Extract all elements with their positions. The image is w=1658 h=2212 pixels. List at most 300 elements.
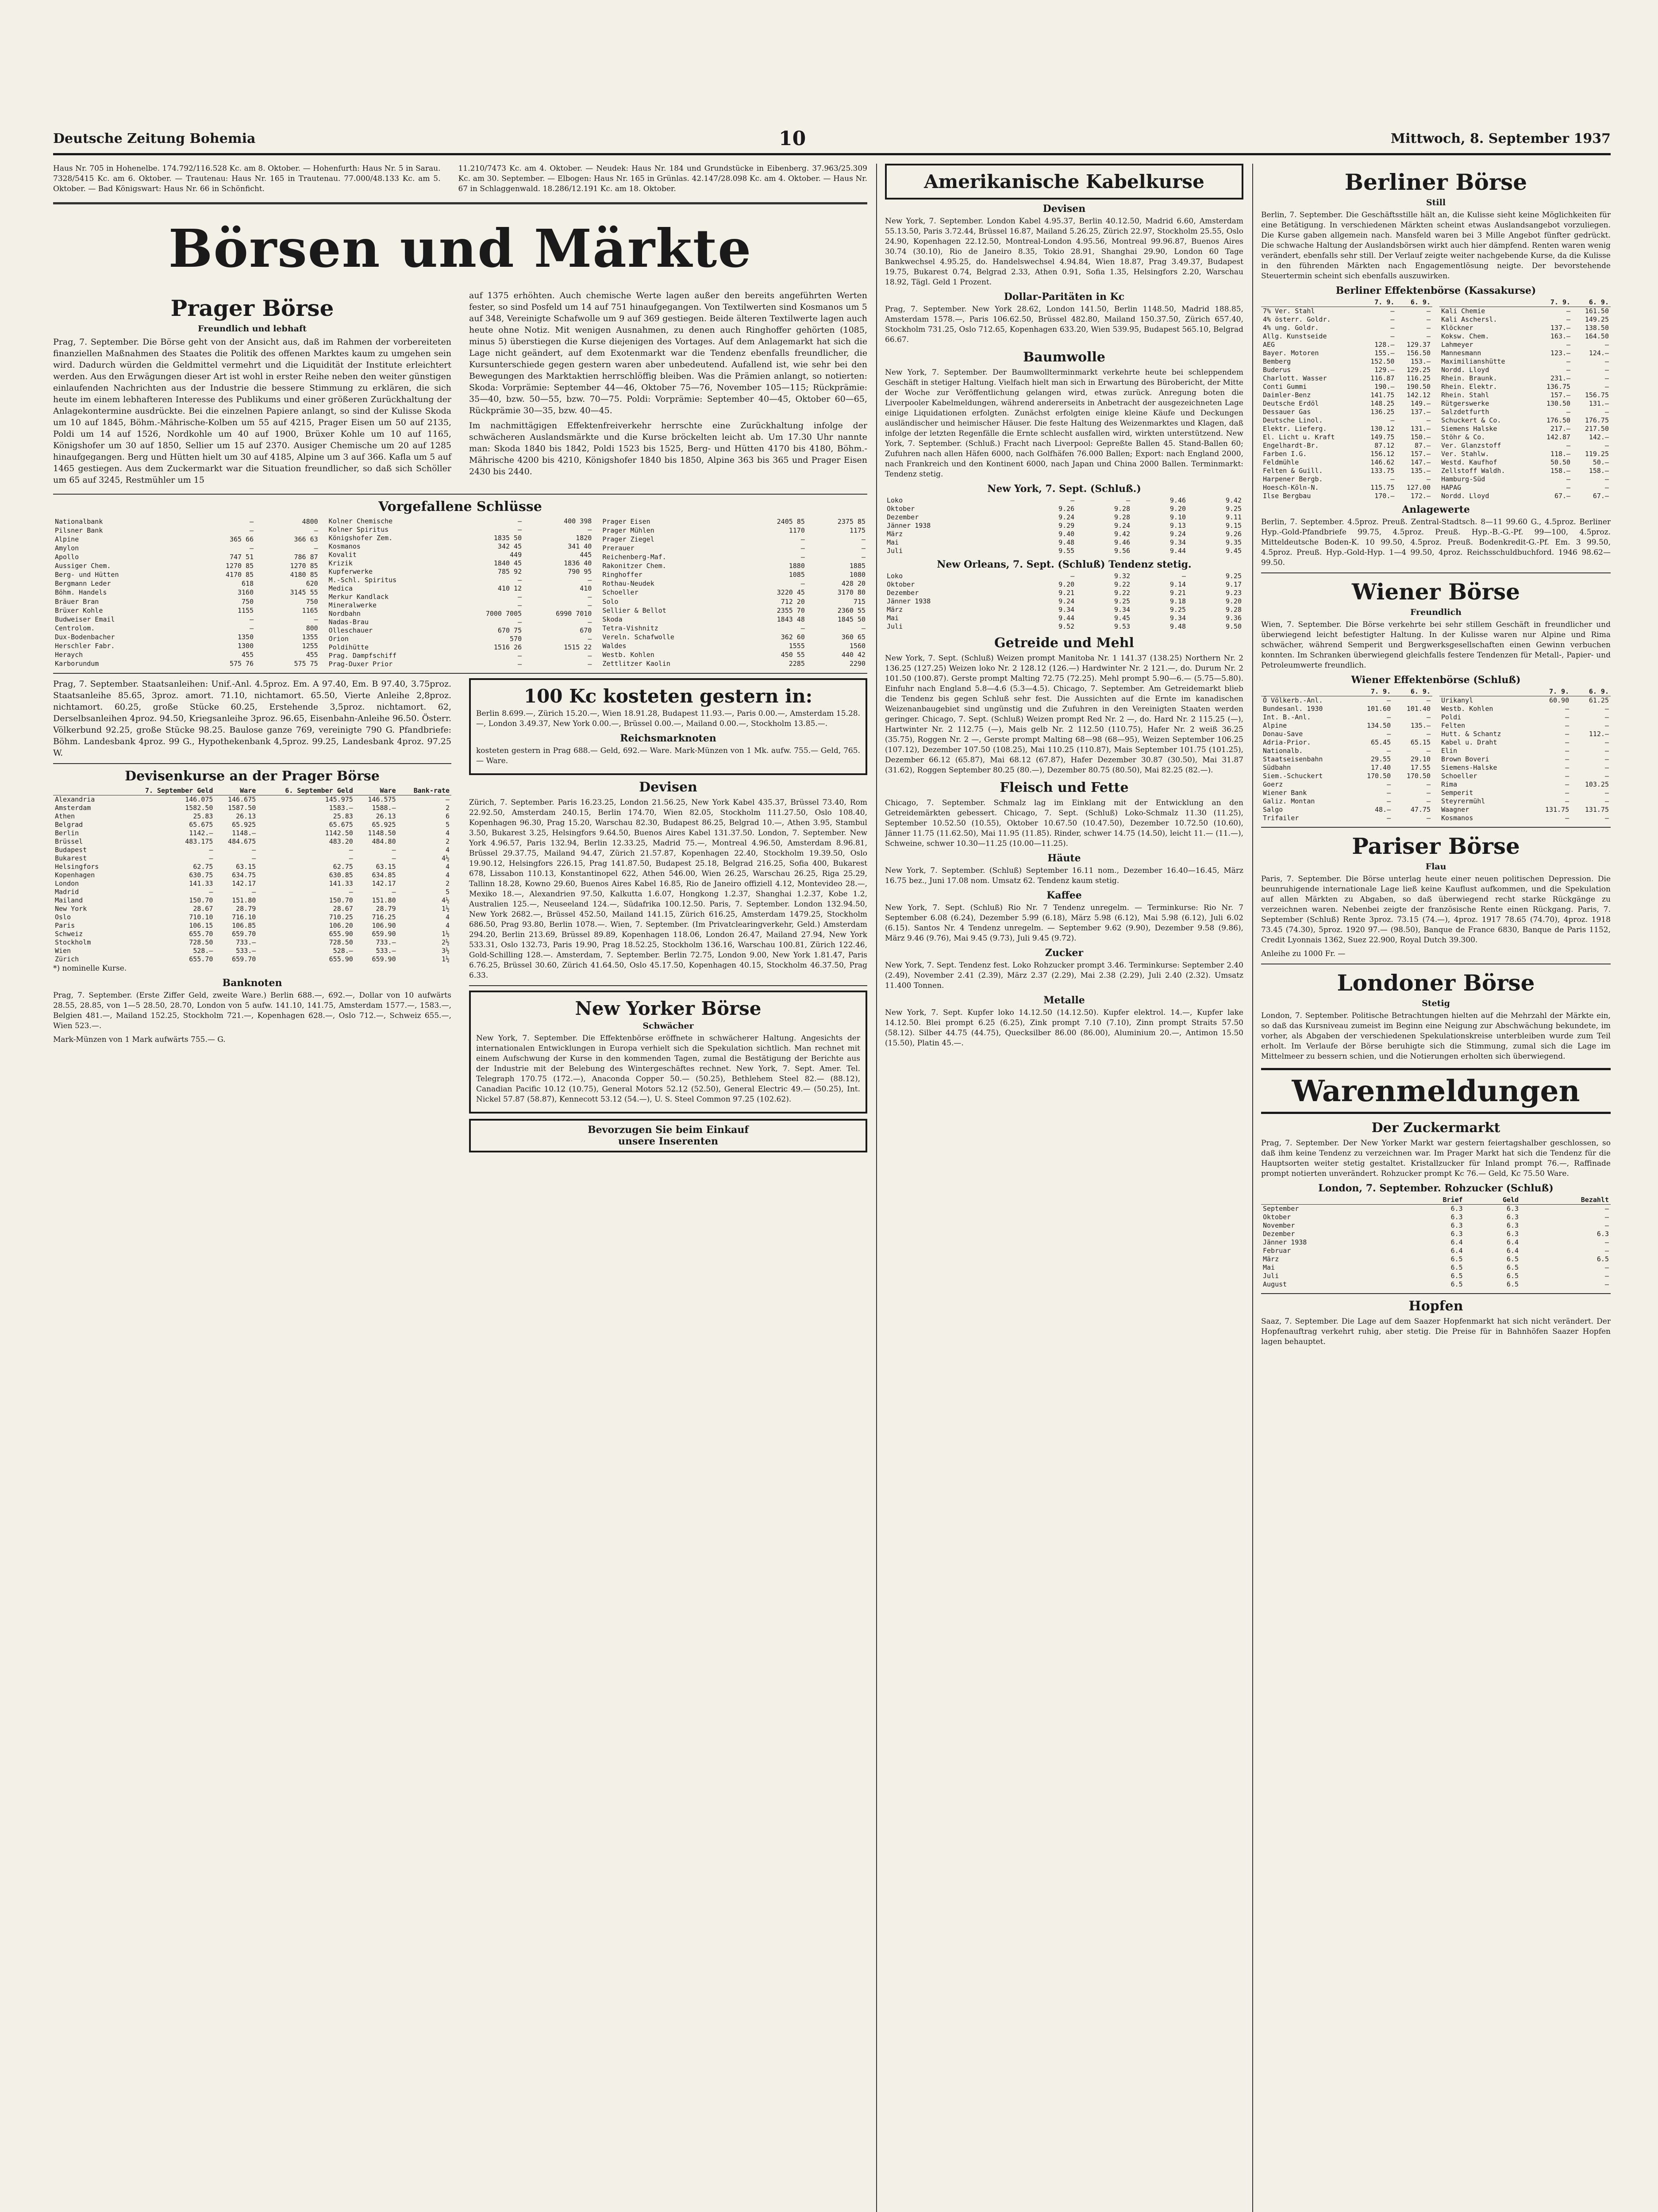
- table-cell: 4½: [441, 854, 450, 862]
- closed-deals-tables: [53, 517, 867, 668]
- table-cell: —: [1604, 475, 1609, 483]
- table-cell: —: [588, 660, 592, 668]
- table-cell: 9.25: [1114, 597, 1131, 605]
- cable-devisen-text: New York, 7. September. London Kabel 4.95.37, Berlin 40.12.50, Madrid 6.60, Amsterdam 55.13.50, Paris 3.72.44, Brüssel 16.87, Mailand 5.26.25, Zürich 22.97, Stockholm 25.55, Oslo 24.90, Kopenhagen 22.12.50, Montreal-London 4.95.56, Montreal 99.96.87, Buenos Aires 30.74 (30.10), Rio de Janeiro 8.35, Tokio 28.91, Shanghai 29.90, London 60 Tage Bankwechsel 4.95.25, do. Handelswechsel 4.94.84, Wien 18.87, Prag 3.49.37, Budapest 19.75, Bukarest 0.74, Belgrad 2.33, Athen 0.91, Sofia 1.35, Helsingfors 2.20, Warschau 18.92, Tägl. Geld 1 Prozent.: [885, 217, 1243, 287]
- berlin-subtitle: Still: [1426, 198, 1446, 207]
- table-cell: 157.—: [1550, 391, 1571, 399]
- table-cell: Goerz: [1263, 780, 1283, 788]
- table-cell: Karborundum: [55, 660, 99, 668]
- hides-text: New York, 7. September. (Schluß) September 16.11 nom., Dezember 16.40—16.45, März 16.75 bez., Juni 17.08 nom. Umsatz 62. Tendenz kaum stetig.: [885, 866, 1243, 885]
- table-cell: 17.40: [1370, 764, 1391, 772]
- currency-table: [53, 787, 451, 964]
- table-cell: —: [445, 795, 450, 803]
- table-cell: Schoeller: [602, 588, 639, 597]
- vienna-table-left: [1261, 687, 1432, 822]
- table-cell: 149.75: [1370, 433, 1395, 441]
- table-cell: —: [1565, 747, 1570, 755]
- table-cell: Harpener Bergb.: [1263, 475, 1323, 483]
- table-cell: 747 51: [229, 553, 254, 561]
- hides-title: Häute: [1047, 853, 1081, 864]
- table-cell: 1½: [441, 930, 450, 938]
- table-row: [1261, 1280, 1611, 1289]
- table-cell: —: [1426, 713, 1431, 721]
- table-cell: Int. B.-Anl.: [1263, 713, 1311, 721]
- table-cell: Steyrermühl: [1441, 797, 1485, 805]
- table-row: [1261, 458, 1432, 467]
- table-cell: 28.79: [236, 905, 256, 913]
- table-cell: —: [1565, 755, 1570, 763]
- cable-box: [885, 164, 1243, 200]
- table-cell: New York: [55, 905, 87, 913]
- table-cell: Amylon: [55, 544, 79, 552]
- table-cell: —: [392, 846, 396, 854]
- table-cell: —: [1604, 738, 1609, 746]
- table-cell: 4: [445, 871, 450, 879]
- coffee-text: New York, 7. Sept. (Schluß) Rio Nr. 7 Tendenz unregelm. — Terminkurse: Rio Nr. 7 September 6.08 (6.24), Dezember 5.99 (6.18), März 5.98 (6.12), Mai 5.98 (6.12), Juli 6.02 (6.15). Santos Nr. 4 Tendenz unregelm. — September 9.62 (9.90), Dezember 9.58 (9.86), März 9.46 (9.76), Mai 9.45 (9.73), Juli 9.45 (9.72).: [885, 903, 1243, 943]
- table-row: [53, 922, 451, 930]
- table-cell: 135.—: [1410, 467, 1431, 475]
- reichsmark-title: Reichsmarknoten: [620, 733, 716, 744]
- table-row: [53, 913, 451, 922]
- table-cell: —: [250, 615, 254, 623]
- table-row: [1261, 467, 1432, 475]
- currency-note: *) nominelle Kurse.: [53, 964, 127, 973]
- table-row: [1261, 442, 1432, 450]
- table-row: [885, 530, 1243, 538]
- table-cell: 164.50: [1585, 332, 1609, 340]
- table-header-row: [1439, 687, 1611, 696]
- table-cell: —: [1182, 572, 1186, 580]
- berlin-kassa-left: [1261, 298, 1432, 500]
- table-cell: —: [1565, 814, 1570, 822]
- prague-text-1: Prag, 7. September. Die Börse geht von der Ansicht aus, daß im Rahmen der vorbereiteten finanziellen Maßnahmen des Staates die Politik des offenen Marktes kaum zu umgehen sein wird. Dadurch würden die Geldmittel vermehrt und die Liquidität der Institute erleichtert werden. Aus den Erwägungen dieser Art ist wohl in erster Reihe neben den weiter günstigen einlaufenden Nachrichten aus der Industrie die bessere Stimmung zu erklären, die sich heute im einem lebhafteren Interesse des Publikums und einer größeren Zurückhaltung der Anlagekontermine ausdrückte. Bei die einzelnen Papiere anlangt, so sind der Kulisse Skoda um 10 auf 1845, Böhm.-Mährische-Kolben um 55 auf 4215, Prager Eisen um 50 auf 2135, Poldi um 14 auf 1526, Nordkohle um 40 auf 1900, Brüxer Kohle um 10 auf 1165, Königshofer um 30 auf 1850, Sellier um 15 auf 2370. Ausiger Chemische um 20 auf 1285 hinaufgegangen. Berg und Hütten hielt um 30 auf 4185, Alpine um 3 auf 366. Kafla um 5 auf 1465 gestiegen. Aus dem Zuckermarkt war die Situation freundlicher, so daß sich Schöller um 65 auf 3245, Restmühler um 15: [53, 337, 451, 485]
- cotton-ny-table: [885, 496, 1243, 555]
- table-cell: 158.—: [1550, 467, 1571, 475]
- paris-text: Paris, 7. September. Die Börse unterlag heute einer neuen politischen Depression. Die beunruhigende internationale Lage ließ keine Kauflust aufkommen, und die Spekulation auf allen Märkten zu Abgaben, so daß überwiegend recht starke Rückgänge zu verzeichnen waren. Nebenbei zeigte der französische Rente einen Rückgang. Paris, 7. September (Schluß) Rente 3proz. 73.15 (74.—), 4proz. 1917 78.65 (74.70), 4proz. 1918 73.45 (74.30), 5proz. 1920 97.— (98.50), Banque de France 6830, Banque de Paris 1152, Credit Lyonnais 1362, Suez 22.900, Royal Dutch 39.300.: [1261, 875, 1611, 945]
- table-cell: 9.40: [1058, 530, 1075, 538]
- table-cell: Klöckner: [1441, 324, 1473, 332]
- table-row: [600, 615, 867, 624]
- table-cell: 142.17: [372, 879, 396, 887]
- table-cell: Koksw. Chem.: [1441, 332, 1489, 340]
- table-cell: —: [1126, 496, 1131, 504]
- table-cell: 152.50: [1370, 357, 1395, 365]
- table-cell: Ringhoffer: [602, 571, 642, 579]
- table-cell: 365 66: [229, 535, 254, 543]
- table-cell: Kosmanos: [1441, 814, 1473, 822]
- table-cell: —: [252, 846, 256, 854]
- table-cell: —: [1565, 789, 1570, 797]
- table-cell: 6.5: [1506, 1255, 1519, 1263]
- table-cell: Berg- und Hütten: [55, 571, 119, 579]
- table-cell: Kabel u. Draht: [1441, 738, 1497, 746]
- mark-coins-text: Mark-Münzen von 1 Mark aufwärts 755.— G.: [53, 1035, 226, 1044]
- table-cell: —: [1426, 797, 1431, 805]
- table-cell: 101.60: [1366, 705, 1391, 713]
- table-cell: Semperit: [1441, 789, 1473, 797]
- table-cell: 146.575: [368, 795, 396, 803]
- table-cell: —: [1426, 332, 1431, 340]
- table-header-cell: 6. 9.: [1396, 298, 1432, 307]
- table-cell: 362 60: [781, 633, 805, 641]
- prague-section: [53, 290, 867, 489]
- table-cell: 9.24: [1058, 513, 1075, 521]
- grain-text: New York, 7. Sept. (Schluß) Weizen prompt Manitoba Nr. 1 141.37 (138.25) Northern Nr. 2 136.25 (127.25) Weizen loko Nr. 2 128.12 (126.—) Hardwinter Nr. 2 121.—, do. Durum Nr. 2 101.50 (100.87). Gerste prompt Malting 72.75 (72.25). Mehl prompt 5.90—6.— (5.75—5.80). Einfuhr nach England 5.8—4.6 (5.3—4.5). Chicago, 7. September. Am Getreidemarkt blieb die Tendenz bis gegen Schluß sehr fest. Die Aussichten auf die Ernte im kanadischen Weizenanbaugebiet sind ungünstig und die Zufuhren in den Vereinigten Staaten werden geringer. Chicago, 7. Sept. (Schluß) Weizen prompt Red Nr. 2 —, do. Hard Nr. 2 115.25 (—), Hartwinter Nr. 2 112.75 (—), Mais gelb Nr. 2 112.50 (110.75), Hafer Nr. 2 weiß 36.25 (35.75), Roggen Nr. 2 —, Gerste prompt Malting 68—98 (68—95), Weizen September 106.25 (107.12), Dezember 107.50 (108.25), Mai 110.25 (110.87), Mais September 101.75 (101.25), Dezember 66.12 (65.87), Mai 68.12 (67.87), Hafer Dezember 30.87 (30.50), Mai 31.87 (31.62), Roggen September 80.25 (80.—), Dezember 80.75 (80.50), Mai 82.25 (82.—).: [885, 654, 1243, 775]
- table-cell: 9.24: [1058, 597, 1075, 605]
- table-row: [53, 812, 451, 821]
- divider: [53, 763, 451, 764]
- table-cell: —: [209, 888, 213, 896]
- table-cell: 157.—: [1410, 450, 1431, 458]
- table-cell: 670: [580, 626, 592, 634]
- table-cell: —: [588, 526, 592, 534]
- table-cell: —: [1566, 475, 1571, 483]
- table-cell: 341 40: [568, 542, 592, 550]
- table-row: [1261, 408, 1432, 416]
- table-cell: —: [1387, 747, 1391, 755]
- table-cell: 147.—: [1410, 458, 1431, 466]
- table-cell: —: [1566, 408, 1571, 416]
- table-cell: —: [861, 553, 866, 561]
- table-row: [1439, 738, 1611, 747]
- table-cell: Deutsche Erdöl: [1263, 399, 1319, 407]
- table-cell: —: [1387, 797, 1391, 805]
- table-cell: Zettlitzer Kaolin: [602, 660, 670, 668]
- table-cell: Prager Mühlen: [602, 526, 654, 534]
- table-cell: 2285: [789, 660, 805, 668]
- table-row: [1261, 475, 1432, 484]
- table-cell: —: [1426, 416, 1431, 424]
- table-cell: 151.80: [372, 896, 396, 904]
- closed-deals-table-2: [327, 517, 594, 668]
- table-row: [327, 584, 594, 593]
- table-cell: M.-Schl. Spiritus: [328, 576, 397, 584]
- table-cell: 129.37: [1406, 341, 1431, 349]
- table-cell: —: [1604, 442, 1609, 449]
- london-sugar-table: [1261, 1196, 1611, 1289]
- table-cell: 483.20: [329, 837, 353, 845]
- lower-left: [53, 678, 867, 1158]
- closed-deals-table-1: [53, 517, 320, 668]
- table-cell: 135.—: [1410, 722, 1431, 730]
- table-row: [53, 535, 320, 544]
- table-cell: 106.15: [189, 922, 213, 929]
- table-cell: —: [800, 535, 805, 543]
- table-row: [53, 571, 320, 580]
- table-cell: —: [314, 615, 318, 623]
- table-cell: —: [861, 535, 866, 543]
- table-cell: —: [1390, 332, 1395, 340]
- table-header-cell: Ware: [215, 787, 258, 795]
- table-header-row: [53, 787, 451, 795]
- table-row: [1439, 315, 1611, 324]
- table-cell: Zürich: [55, 955, 79, 963]
- table-cell: 130.50: [1546, 399, 1571, 407]
- table-cell: 620: [306, 580, 318, 588]
- table-row: [53, 642, 320, 651]
- table-row: [53, 938, 451, 947]
- table-cell: Allg. Kunstseide: [1263, 332, 1327, 340]
- table-row: [53, 633, 320, 641]
- table-cell: 6: [445, 812, 450, 820]
- table-cell: —: [1604, 755, 1609, 763]
- table-cell: Bergmann Leder: [55, 580, 111, 588]
- grain-title: Getreide und Mehl: [994, 635, 1134, 651]
- table-row: [53, 660, 320, 668]
- table-row: [1439, 357, 1611, 366]
- table-cell: 9.22: [1114, 580, 1131, 588]
- divider: [469, 985, 867, 986]
- table-cell: 1165: [302, 606, 318, 614]
- table-row: [1261, 730, 1432, 738]
- table-row: [53, 896, 451, 905]
- table-header-cell: 7. 9.: [1360, 298, 1396, 307]
- table-row: [885, 580, 1243, 589]
- vienna-table-right: [1439, 687, 1611, 822]
- table-cell: 455: [306, 651, 318, 659]
- table-cell: 1880: [789, 562, 805, 570]
- table-cell: 733.—: [236, 938, 256, 946]
- table-cell: 630.75: [189, 871, 213, 879]
- table-cell: —: [1604, 484, 1609, 492]
- table-row: [1261, 341, 1432, 349]
- table-cell: 2360 55: [837, 606, 866, 614]
- table-row: [600, 642, 867, 651]
- advert-line-1: Bevorzugen Sie beim Einkauf: [588, 1124, 749, 1136]
- table-row: [1439, 484, 1611, 492]
- table-cell: —: [250, 544, 254, 552]
- table-cell: —: [250, 526, 254, 534]
- table-cell: 575 75: [294, 660, 318, 668]
- table-row: [327, 551, 594, 559]
- table-cell: —: [518, 652, 522, 660]
- table-cell: Mineralwerke: [328, 601, 377, 609]
- table-row: [327, 593, 594, 601]
- table-cell: Brüssel: [55, 837, 83, 845]
- table-cell: 106.90: [372, 922, 396, 929]
- table-header-cell: Brief: [1397, 1196, 1464, 1205]
- table-cell: Salgo: [1263, 806, 1283, 814]
- table-cell: —: [518, 526, 522, 534]
- cotton-title: Baumwolle: [1023, 349, 1106, 365]
- table-cell: 141.33: [329, 879, 353, 887]
- table-row: [53, 526, 320, 535]
- table-cell: Farben I.G.: [1263, 450, 1307, 458]
- table-cell: 9.32: [1114, 572, 1131, 580]
- table-row: [53, 821, 451, 829]
- table-cell: 440 42: [841, 651, 866, 659]
- table-cell: Adria-Prior.: [1263, 738, 1311, 746]
- table-row: [53, 947, 451, 955]
- table-cell: Rhein. Stahl: [1441, 391, 1489, 399]
- table-cell: 9.23: [1225, 589, 1242, 597]
- table-cell: 449: [510, 551, 522, 559]
- table-cell: Hamburg-Süd: [1441, 475, 1485, 483]
- table-cell: 445: [580, 551, 592, 559]
- table-row: [1439, 425, 1611, 433]
- table-row: [1439, 399, 1611, 408]
- table-cell: 2355 70: [777, 606, 805, 614]
- table-row: [53, 795, 451, 804]
- table-cell: Kosmanos: [328, 542, 361, 550]
- newspaper-page: [53, 128, 1611, 2212]
- table-cell: 9.18: [1169, 597, 1186, 605]
- table-cell: 3145 55: [290, 588, 318, 597]
- table-cell: Prager Eisen: [602, 517, 650, 526]
- table-cell: 142.17: [232, 879, 256, 887]
- table-cell: 4180 85: [290, 571, 318, 579]
- table-row: [1439, 442, 1611, 450]
- berlin-text: Berlin, 7. September. Die Geschäftsstille hält an, die Kulisse sieht keine Möglichkeiten für eine Betätigung. In verschiedenen Märkten scheint etwas Auslandsangebot vorzuliegen. Die Kurse gaben allgemein nach. Mansfeld waren bei 3 Mille Angebot fünfter gedrückt. Die schwache Haltung der Auslandsbörsen wirkt auch hier dämpfend. Renten waren wenig verändert, ebenfalls sehr still. Der Verlauf zeigte weiter nachgebende Kurse, da die Kulisse in den führenden Märkten nach Engagementlösung neigte. Der bevorstehende Steuertermin scheint sich ebenfalls auszuwirken.: [1261, 211, 1611, 280]
- table-row: [1261, 780, 1432, 789]
- table-cell: —: [588, 576, 592, 584]
- table-cell: 1587.50: [228, 804, 256, 812]
- table-cell: —: [1604, 1263, 1609, 1271]
- table-cell: 62.75: [333, 863, 353, 871]
- table-cell: 9.50: [1225, 622, 1242, 630]
- table-cell: Juli: [887, 547, 903, 555]
- table-row: [1439, 475, 1611, 484]
- table-cell: 1355: [302, 633, 318, 641]
- table-cell: Schweiz: [55, 930, 83, 938]
- table-cell: 790 95: [568, 568, 592, 576]
- table-cell: —: [1070, 496, 1075, 504]
- sugar-market-text: Prag, 7. September. Der New Yorker Markt war gestern feiertagshalber geschlossen, so daß ihm keine Tendenz zu verzeichnen war. Im Prager Markt hat sich die Tendenz für die Hauptsorten weiter stetig gestaltet. Kristallzucker für Inland prompt 76.—, Raffinade prompt notierten unverändert. Rohzucker prompt Kc 76.— Geld, Kc 75.50 Ware.: [1261, 1139, 1611, 1178]
- table-cell: Kali Chemie: [1441, 307, 1485, 315]
- table-cell: Aussiger Chem.: [55, 562, 111, 570]
- table-cell: Ver. Stahlw.: [1441, 450, 1489, 458]
- table-cell: 785 92: [497, 568, 522, 576]
- table-cell: 9.44: [1058, 614, 1075, 622]
- table-cell: London: [55, 879, 79, 887]
- table-cell: 6.3: [1450, 1213, 1463, 1221]
- table-header-cell: 6. 9.: [1571, 687, 1611, 696]
- table-cell: 134.50: [1366, 722, 1391, 730]
- table-cell: Südbahn: [1263, 764, 1291, 772]
- table-cell: 119.25: [1585, 450, 1609, 458]
- table-row: [1439, 307, 1611, 316]
- table-row: [53, 837, 451, 846]
- table-cell: 1142.50: [325, 829, 353, 837]
- table-cell: Athen: [55, 812, 75, 820]
- table-cell: Bräuer Bran: [55, 597, 99, 606]
- table-cell: Lahmeyer: [1441, 341, 1473, 349]
- paris-subtitle: Flau: [1425, 862, 1446, 872]
- table-cell: Mai: [1263, 1263, 1275, 1271]
- table-cell: Charlott. Wasser: [1263, 374, 1327, 382]
- table-cell: Elin: [1441, 747, 1458, 755]
- table-cell: 6.3: [1506, 1221, 1519, 1229]
- table-cell: Belgrad: [55, 821, 83, 829]
- table-row: [1439, 349, 1611, 357]
- banknotes-text: Prag, 7. September. (Erste Ziffer Geld, zweite Ware.) Berlin 688.—, 692.—, Dollar von 10 aufwärts 28.55, 28.85, von 1—5 28.50, 28.70, London von 5 aufw. 141.10, 141.75, Amsterdam 1577.—, 1583.—, Belgien 481.—, Mailand 152.25, Stockholm 721.—, Kopenhagen 628.—, Oslo 712.—, Schweiz 655.—, Wien 523.—.: [53, 991, 451, 1030]
- table-row: [1439, 764, 1611, 772]
- table-cell: 138.50: [1585, 324, 1609, 332]
- table-cell: 484.675: [228, 837, 256, 845]
- table-cell: Siemens Halske: [1441, 425, 1497, 433]
- table-cell: 728.50: [189, 938, 213, 946]
- banknotes-title: Banknoten: [222, 977, 282, 989]
- table-cell: 67.—: [1554, 492, 1571, 500]
- table-row: [885, 622, 1243, 631]
- berlin-anlage-title: Anlagewerte: [1402, 504, 1470, 515]
- table-cell: 9.45: [1225, 547, 1242, 555]
- table-row: [885, 597, 1243, 606]
- table-cell: 800: [306, 624, 318, 632]
- table-cell: 1885: [849, 562, 866, 570]
- table-cell: Waagner: [1441, 806, 1470, 814]
- table-cell: 9.26: [1225, 530, 1242, 538]
- table-cell: 9.56: [1114, 547, 1131, 555]
- table-cell: HAPAG: [1441, 484, 1462, 492]
- table-cell: Sellier & Bellot: [602, 606, 666, 614]
- table-row: [1261, 738, 1432, 747]
- table-cell: 101.40: [1406, 705, 1431, 713]
- table-row: [53, 854, 451, 863]
- table-cell: 141.75: [1370, 391, 1395, 399]
- table-cell: —: [1387, 780, 1391, 788]
- table-cell: Hutt. & Schantz: [1441, 730, 1501, 738]
- table-cell: 158.—: [1589, 467, 1609, 475]
- table-row: [1261, 391, 1432, 399]
- table-cell: —: [1566, 484, 1571, 492]
- devisen-title: Devisen: [639, 780, 697, 795]
- table-cell: 533.—: [236, 947, 256, 955]
- table-row: [53, 846, 451, 854]
- table-cell: Herschler Fabr.: [55, 642, 115, 650]
- table-cell: —: [1390, 416, 1395, 424]
- table-cell: 366 63: [294, 535, 318, 543]
- table-cell: —: [349, 854, 353, 862]
- table-cell: Kupferwerke: [328, 568, 373, 576]
- table-row: [600, 544, 867, 553]
- table-cell: 342 45: [497, 542, 522, 550]
- table-cell: 6.3: [1450, 1230, 1463, 1238]
- table-cell: 533.—: [376, 947, 396, 955]
- table-cell: Trifailer: [1263, 814, 1299, 822]
- table-cell: 2290: [849, 660, 866, 668]
- table-cell: —: [1604, 814, 1609, 822]
- table-cell: 9.55: [1058, 547, 1075, 555]
- vienna-subtitle: Freundlich: [1410, 607, 1462, 617]
- table-cell: 50.50: [1550, 458, 1571, 466]
- table-row: [1439, 374, 1611, 383]
- table-cell: Felten: [1441, 722, 1466, 730]
- table-cell: 570: [510, 635, 522, 643]
- table-row: [1439, 713, 1611, 722]
- table-cell: 129.—: [1374, 366, 1395, 374]
- table-cell: 4% ung. Goldr.: [1263, 324, 1319, 332]
- table-row: [53, 905, 451, 913]
- table-cell: 7000 7005: [485, 610, 522, 618]
- table-cell: Reichenberg-Maf.: [602, 553, 666, 561]
- table-cell: 131.—: [1589, 399, 1609, 407]
- table-cell: —: [392, 888, 396, 896]
- table-row: [1261, 450, 1432, 458]
- table-row: [1261, 722, 1432, 730]
- table-cell: Buderus: [1263, 366, 1291, 374]
- table-row: [327, 626, 594, 635]
- table-row: [327, 517, 594, 526]
- table-row: [1261, 315, 1432, 324]
- table-cell: Nordd. Lloyd: [1441, 366, 1489, 374]
- table-cell: 118.—: [1550, 450, 1571, 458]
- table-cell: —: [1566, 442, 1571, 449]
- table-cell: 151.80: [232, 896, 256, 904]
- table-row: [1439, 416, 1611, 425]
- table-cell: Mai: [887, 614, 899, 622]
- table-cell: —: [588, 593, 592, 601]
